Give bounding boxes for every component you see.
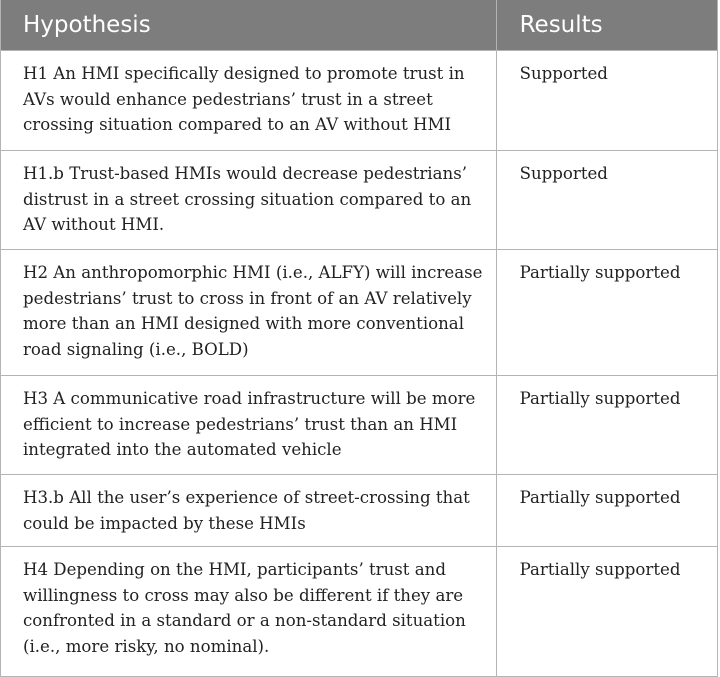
- table-row: [1, 249, 717, 375]
- table-row: [1, 150, 717, 249]
- table-row: [1, 546, 717, 676]
- hypothesis-cell: H1.b Trust-based HMIs would decrease pedestrians’ distrust in a street crossing situation compared to an AV without HMI.: [23, 164, 472, 234]
- hypothesis-cell: H3 A communicative road infrastructure will be more efficient to increase pedestrians’ trust than an HMI integrated into the automated vehicle: [23, 389, 476, 459]
- hypothesis-cell: H1 An HMI specifically designed to promote trust in AVs would enhance pedestrians’ trust in a street crossing situation compared to an AV without HMI: [23, 64, 465, 134]
- header-results: Results: [496, 0, 717, 50]
- table-row: [1, 474, 717, 546]
- result-cell: Supported: [496, 51, 717, 150]
- hypothesis-cell: H3.b All the user’s experience of street-crossing that could be impacted by these HMIs: [23, 488, 470, 533]
- header-hypothesis: Hypothesis: [23, 12, 151, 38]
- hypothesis-cell: H2 An anthropomorphic HMI (i.e., ALFY) will increase pedestrians’ trust to cross in front of an AV relatively more than an HMI designed with more conventional road signaling (i.e., BOLD): [23, 263, 483, 359]
- result-cell: Partially supported: [496, 250, 717, 375]
- result-cell: Partially supported: [496, 376, 717, 474]
- result-cell: Supported: [496, 151, 717, 249]
- table-row: [1, 50, 717, 150]
- result-cell: Partially supported: [496, 475, 717, 546]
- table-header: [1, 0, 717, 50]
- hypothesis-cell: H4 Depending on the HMI, participants’ trust and willingness to cross may also be different if they are confronted in a standard or a non-standard situation (i.e., more risky, no nominal).: [23, 560, 466, 656]
- result-cell: Partially supported: [496, 547, 717, 676]
- table-row: [1, 375, 717, 474]
